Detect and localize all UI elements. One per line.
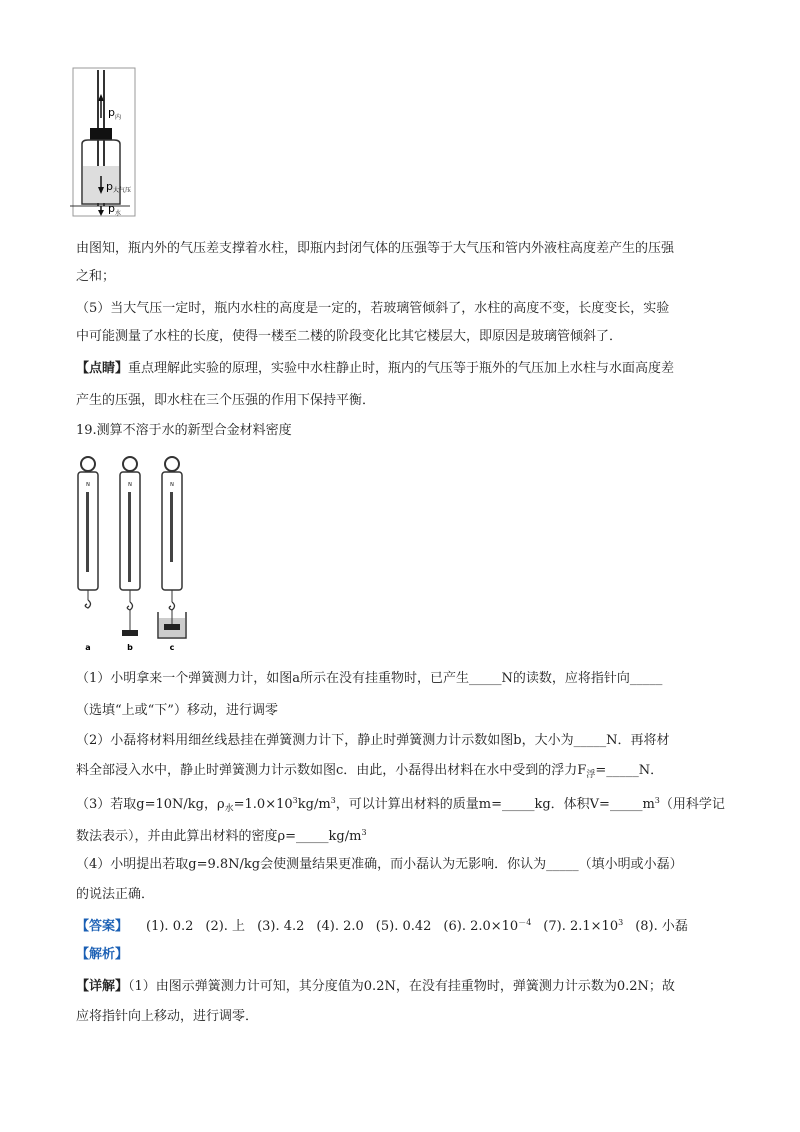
q3-c: kg/m	[297, 797, 331, 812]
q3-d: ，可以计算出材料的质量m=_____kg．体积V=_____m	[335, 797, 655, 812]
q3-line1	[76, 792, 740, 818]
answer-4: (4). 2.0	[316, 919, 364, 934]
answer-3: (3). 4.2	[257, 919, 305, 934]
spring-scales-figure	[74, 452, 204, 652]
svg-text:N: N	[128, 482, 132, 488]
para2-line1: （5）当大气压一定时，瓶内水柱的高度是一定的，若玻璃管倾斜了，水柱的高度不变，长度变长，实验	[76, 301, 670, 316]
figure-label-c: c	[169, 643, 175, 652]
answer-line	[76, 914, 740, 936]
q1-line2: （选填“上或“下”）移动，进行调零	[76, 703, 278, 718]
p-water-sub: 水	[115, 210, 122, 217]
answer-6-exp: －4	[518, 918, 532, 927]
dianjing-line1	[76, 360, 740, 378]
figure-label-a: a	[85, 643, 91, 652]
analysis-label: 【解析】	[76, 947, 129, 962]
q3-a: （3）若取g=10N/kg，ρ	[76, 797, 225, 812]
q3-water-sub: 水	[224, 804, 234, 814]
spring-scale-a	[78, 457, 98, 608]
q3-b: =1.0×10	[233, 797, 293, 812]
svg-text:N: N	[170, 482, 174, 488]
detail-text1: （1）由图示弹簧测力计可知，其分度值为0.2N，在没有挂重物时，弹簧测力计示数为0.2N；故	[128, 979, 675, 994]
detail-line2: 应将指针向上移动，进行调零．	[76, 1009, 259, 1024]
q3-line2-sup: 3	[361, 828, 367, 837]
spring-scale-b	[120, 457, 140, 636]
answer-7	[543, 919, 623, 934]
q2-line2-post: =_____N．	[595, 763, 664, 778]
detail-line1	[76, 978, 740, 996]
q3-line2	[76, 824, 740, 846]
detail-label: 【详解】	[76, 979, 129, 994]
q3-line2-a: 数法表示），并由此算出材料的密度ρ=_____kg/m	[76, 829, 362, 844]
q2-line2-pre: 料全部浸入水中，静止时弹簧测力计示数如图c．由此，小磊得出材料在水中受到的浮力F	[76, 763, 587, 778]
dianjing-line2: 产生的压强，即水柱在三个压强的作用下保持平衡．	[76, 393, 376, 408]
q2-line1: （2）小磊将材料用细丝线悬挂在弹簧测力计下，静止时弹簧测力计示数如图b，大小为_____N．再将材	[76, 733, 670, 748]
svg-text:N: N	[86, 482, 90, 488]
q3-e: （用科学记	[659, 797, 725, 812]
bottle-pressure-figure	[70, 66, 160, 226]
dianjing-label: 【点睛】	[76, 361, 129, 376]
answer-5: (5). 0.42	[375, 919, 432, 934]
answer-1: (1). 0.2	[146, 919, 194, 934]
p-atm-label: p	[106, 180, 113, 193]
answer-6-base: (6). 2.0×10	[443, 919, 519, 934]
answer-8: (8). 小磊	[635, 919, 688, 934]
answer-7-exp: 3	[618, 918, 624, 927]
p-inner-sub: 内	[115, 114, 122, 121]
answer-7-base: (7). 2.1×10	[543, 919, 619, 934]
q3-sup3: 3	[654, 796, 660, 805]
q4-line2: 的说法正确．	[76, 887, 155, 902]
answer-label: 【答案】	[76, 919, 129, 934]
para1-line2: 之和；	[76, 269, 116, 284]
q4-line1: （4）小明提出若取g=9.8N/kg会使测量结果更准确，而小磊认为无影响．你认为_____（填小明或小磊）	[76, 857, 683, 872]
q19-title: 19.测算不溶于水的新型合金材料密度	[76, 423, 292, 438]
q2-line2	[76, 762, 740, 784]
q1-line1: （1）小明拿来一个弹簧测力计，如图a所示在没有挂重物时，已产生_____N的读数，应将指针向_____	[76, 671, 663, 686]
p-inner-label: p	[108, 106, 115, 119]
q3-sup2: 3	[330, 796, 336, 805]
analysis-line	[76, 946, 740, 964]
para1-line1: 由图知，瓶内外的气压差支撑着水柱，即瓶内封闭气体的压强等于大气压和管内外液柱高度差产生的压强	[76, 241, 675, 256]
q3-sup1: 3	[292, 796, 298, 805]
answer-2: (2). 上	[205, 919, 246, 934]
dianjing-text1: 重点理解此实验的原理，实验中水柱静止时，瓶内的气压等于瓶外的气压加上水柱与水面高度差	[128, 361, 675, 376]
para2-line2: 中可能测量了水柱的长度，使得一楼至二楼的阶段变化比其它楼层大，即原因是玻璃管倾斜了．	[76, 329, 623, 344]
p-water-label: p	[108, 202, 115, 215]
answer-6	[443, 919, 531, 934]
spring-scale-c	[158, 457, 186, 638]
p-atm-sub: 大气压	[113, 187, 132, 194]
figure-label-b: b	[127, 643, 133, 652]
q2-float-sub: 浮	[586, 770, 596, 780]
